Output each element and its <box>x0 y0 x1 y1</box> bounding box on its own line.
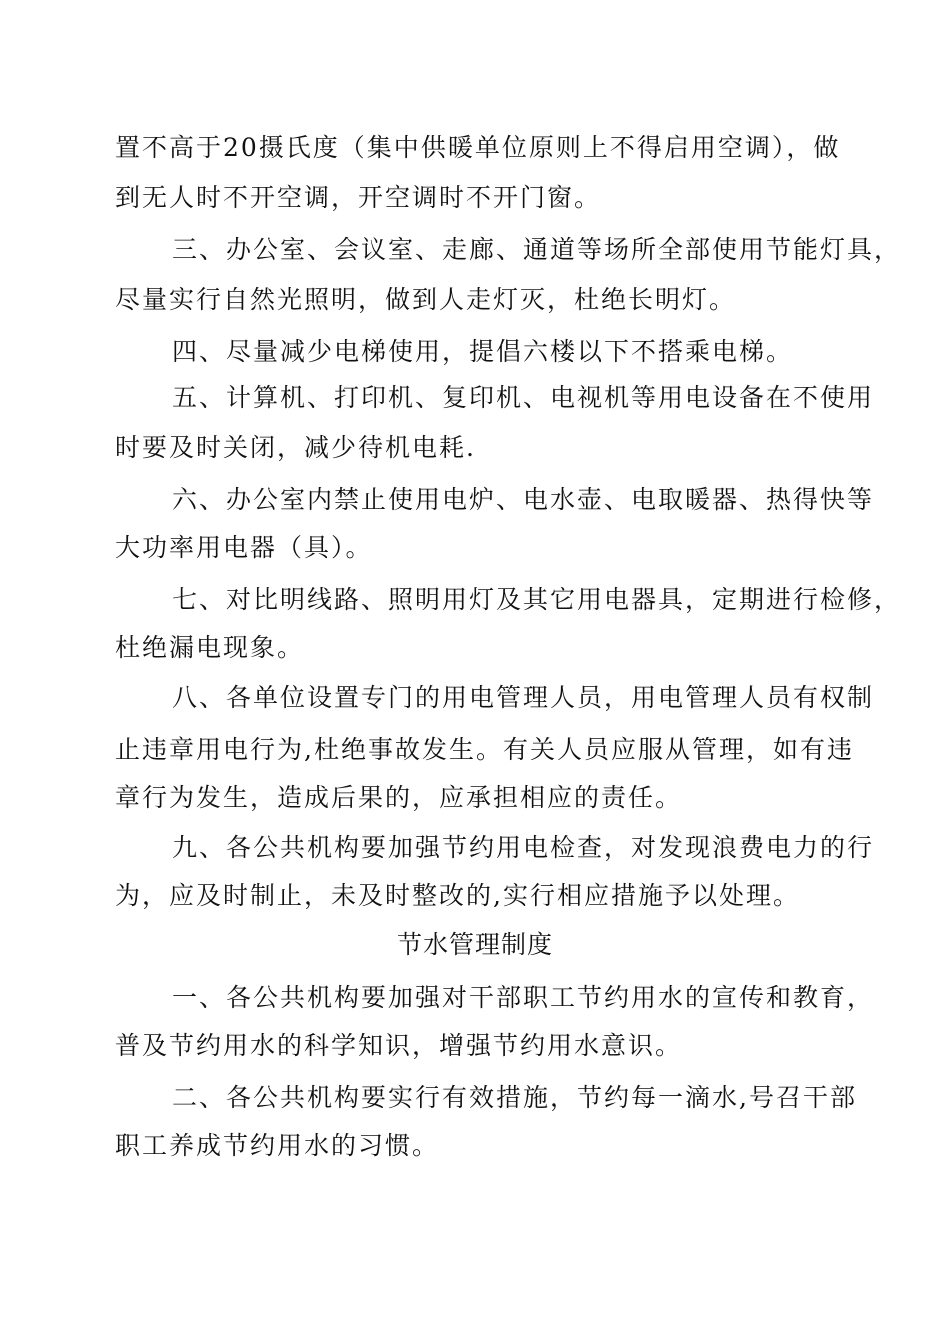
paragraph-line: 二、各公共机构要实行有效措施，节约每一滴水,号召干部 <box>172 1083 857 1112</box>
paragraph-line: 五、计算机、打印机、复印机、电视机等用电设备在不使用 <box>172 383 875 412</box>
paragraph-line: 尽量实行自然光照明，做到人走灯灭，杜绝长明灯。 <box>115 285 737 314</box>
paragraph-line: 置不高于20摄氏度（集中供暖单位原则上不得启用空调），做 <box>115 133 841 162</box>
paragraph-line: 九、各公共机构要加强节约用电检查，对发现浪费电力的行 <box>172 833 875 862</box>
paragraph-line: 时要及时关闭，减少待机电耗. <box>115 433 476 462</box>
paragraph-line: 七、对比明线路、照明用灯及其它用电器具，定期进行检修， <box>172 585 902 614</box>
section-title: 节水管理制度 <box>396 930 553 959</box>
paragraph-line: 为，应及时制止，未及时整改的,实行相应措施予以处理。 <box>115 881 800 910</box>
paragraph-line: 止违章用电行为,杜绝事故发生。有关人员应服从管理，如有违 <box>115 735 854 764</box>
paragraph-line: 六、办公室内禁止使用电炉、电水壶、电取暖器、热得快等 <box>172 485 875 514</box>
paragraph-line: 杜绝漏电现象。 <box>115 633 305 662</box>
paragraph-line: 章行为发生，造成后果的，应承担相应的责任。 <box>115 783 683 812</box>
paragraph-line: 八、各单位设置专门的用电管理人员，用电管理人员有权制 <box>172 683 875 712</box>
paragraph-line: 普及节约用水的科学知识，增强节约用水意识。 <box>115 1031 683 1060</box>
paragraph-line: 大功率用电器（具）。 <box>115 533 373 562</box>
paragraph-line: 到无人时不开空调，开空调时不开门窗。 <box>115 183 602 212</box>
paragraph-line: 职工养成节约用水的习惯。 <box>115 1131 440 1160</box>
paragraph-line: 四、尽量减少电梯使用，提倡六楼以下不搭乘电梯。 <box>172 337 794 366</box>
paragraph-line: 一、各公共机构要加强对干部职工节约用水的宣传和教育， <box>172 983 875 1012</box>
paragraph-line: 三、办公室、会议室、走廊、通道等场所全部使用节能灯具， <box>172 235 902 264</box>
